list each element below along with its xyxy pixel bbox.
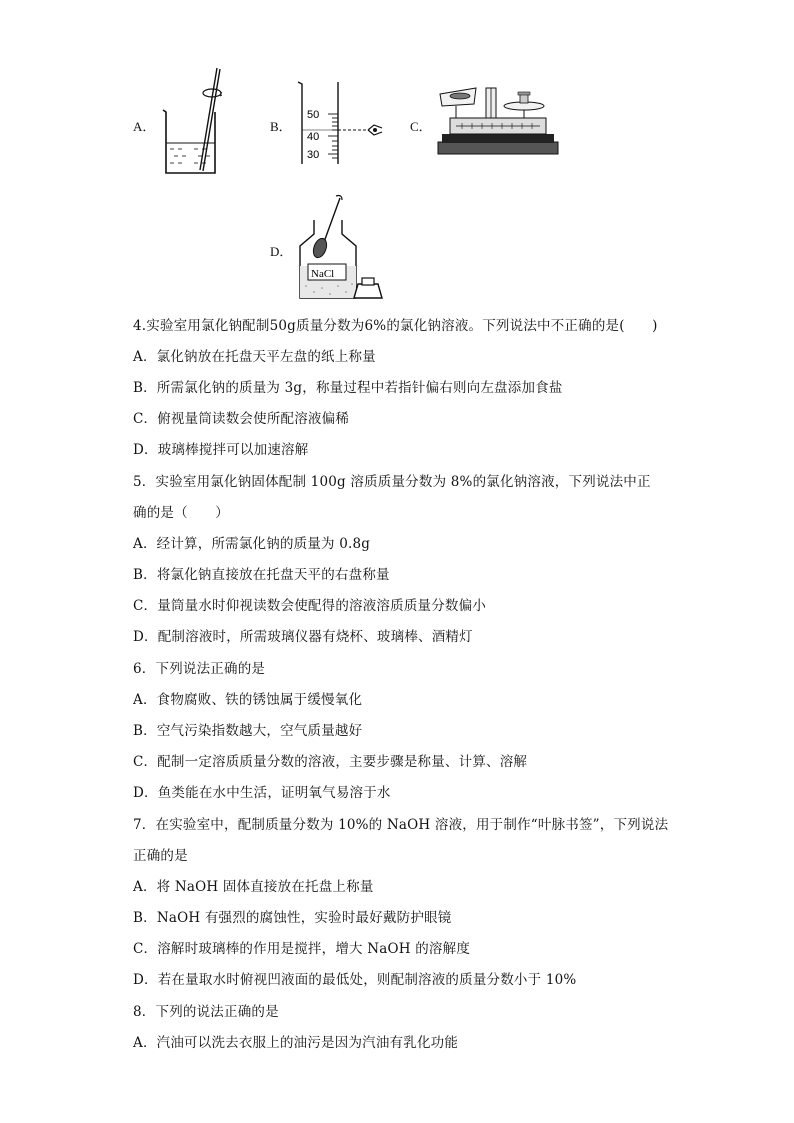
question-7-stem-cont: 正确的是: [133, 848, 188, 864]
question-4-option-b: B．所需氯化钠的质量为 3g，称量过程中若指针偏右则向左盘添加食盐: [133, 380, 563, 396]
spoon-icon: [311, 237, 329, 260]
question-5-stem-cont: 确的是（ ）: [133, 505, 229, 521]
question-5-option-a: A．经计算，所需氯化钠的质量为 0.8g: [133, 536, 371, 552]
question-7-option-d: D．若在量取水时俯视凹液面的最低处，则配制溶液的质量分数小于 10%: [133, 972, 577, 988]
graduated-cylinder-figure: [294, 80, 384, 166]
question-7-option-b: B．NaOH 有强烈的腐蚀性，实验时最好戴防护眼镜: [133, 910, 452, 926]
question-5-option-c: C．量筒量水时仰视读数会使配得的溶液溶质质量分数偏小: [133, 598, 487, 614]
question-4-option-d: D．玻璃棒搅拌可以加速溶解: [133, 442, 309, 458]
question-5-stem: 5．实验室用氯化钠固体配制 100g 溶质质量分数为 8%的氯化钠溶液，下列说法中正: [133, 474, 651, 490]
option-a-label: A．: [133, 119, 156, 134]
question-5-option-d: D．配制溶液时，所需玻璃仪器有烧杯、玻璃棒、酒精灯: [133, 629, 473, 645]
question-8-stem: 8．下列的说法正确的是: [133, 1004, 279, 1020]
question-4-stem: 4.实验室用氯化钠配制50g质量分数为6%的氯化钠溶液。下列说法中不正确的是( ): [133, 318, 658, 334]
question-6-stem: 6．下列说法正确的是: [133, 661, 266, 677]
option-b-label: B．: [270, 119, 292, 134]
option-d-label: D．: [270, 244, 293, 259]
question-7-option-c: C．溶解时玻璃棒的作用是搅拌，增大 NaOH 的溶解度: [133, 941, 471, 957]
question-6-option-b: B．空气污染指数越大，空气质量越好: [133, 723, 363, 739]
question-4-option-c: C．俯视量筒读数会使所配溶液偏稀: [133, 411, 350, 427]
question-7-option-a: A．将 NaOH 固体直接放在托盘上称量: [133, 879, 374, 895]
reagent-bottle-figure: [296, 194, 392, 302]
cylinder-tick-50: 50: [307, 109, 320, 121]
cylinder-tick-40: 40: [307, 131, 320, 143]
stopper-icon: [354, 284, 382, 298]
beaker-stirring-figure: [160, 66, 222, 176]
question-8-option-a: A．汽油可以洗去衣服上的油污是因为汽油有乳化功能: [133, 1035, 459, 1051]
question-4-option-a: A．氯化钠放在托盘天平左盘的纸上称量: [133, 349, 376, 365]
question-6-option-a: A．食物腐败、铁的锈蚀属于缓慢氧化: [133, 692, 363, 708]
option-c-label: C．: [410, 119, 432, 134]
question-6-option-d: D．鱼类能在水中生活，证明氧气易溶于水: [133, 785, 391, 801]
question-7-stem: 7．在实验室中，配制质量分数为 10%的 NaOH 溶液，用于制作“叶脉书签”，下列说法: [133, 817, 669, 833]
nacl-label: NaCl: [311, 268, 335, 280]
cylinder-tick-30: 30: [307, 149, 320, 161]
question-5-option-b: B．将氯化钠直接放在托盘天平的右盘称量: [133, 567, 390, 583]
question-6-option-c: C．配制一定溶质质量分数的溶液，主要步骤是称量、计算、溶解: [133, 754, 528, 770]
balance-scale-figure: [436, 82, 560, 160]
